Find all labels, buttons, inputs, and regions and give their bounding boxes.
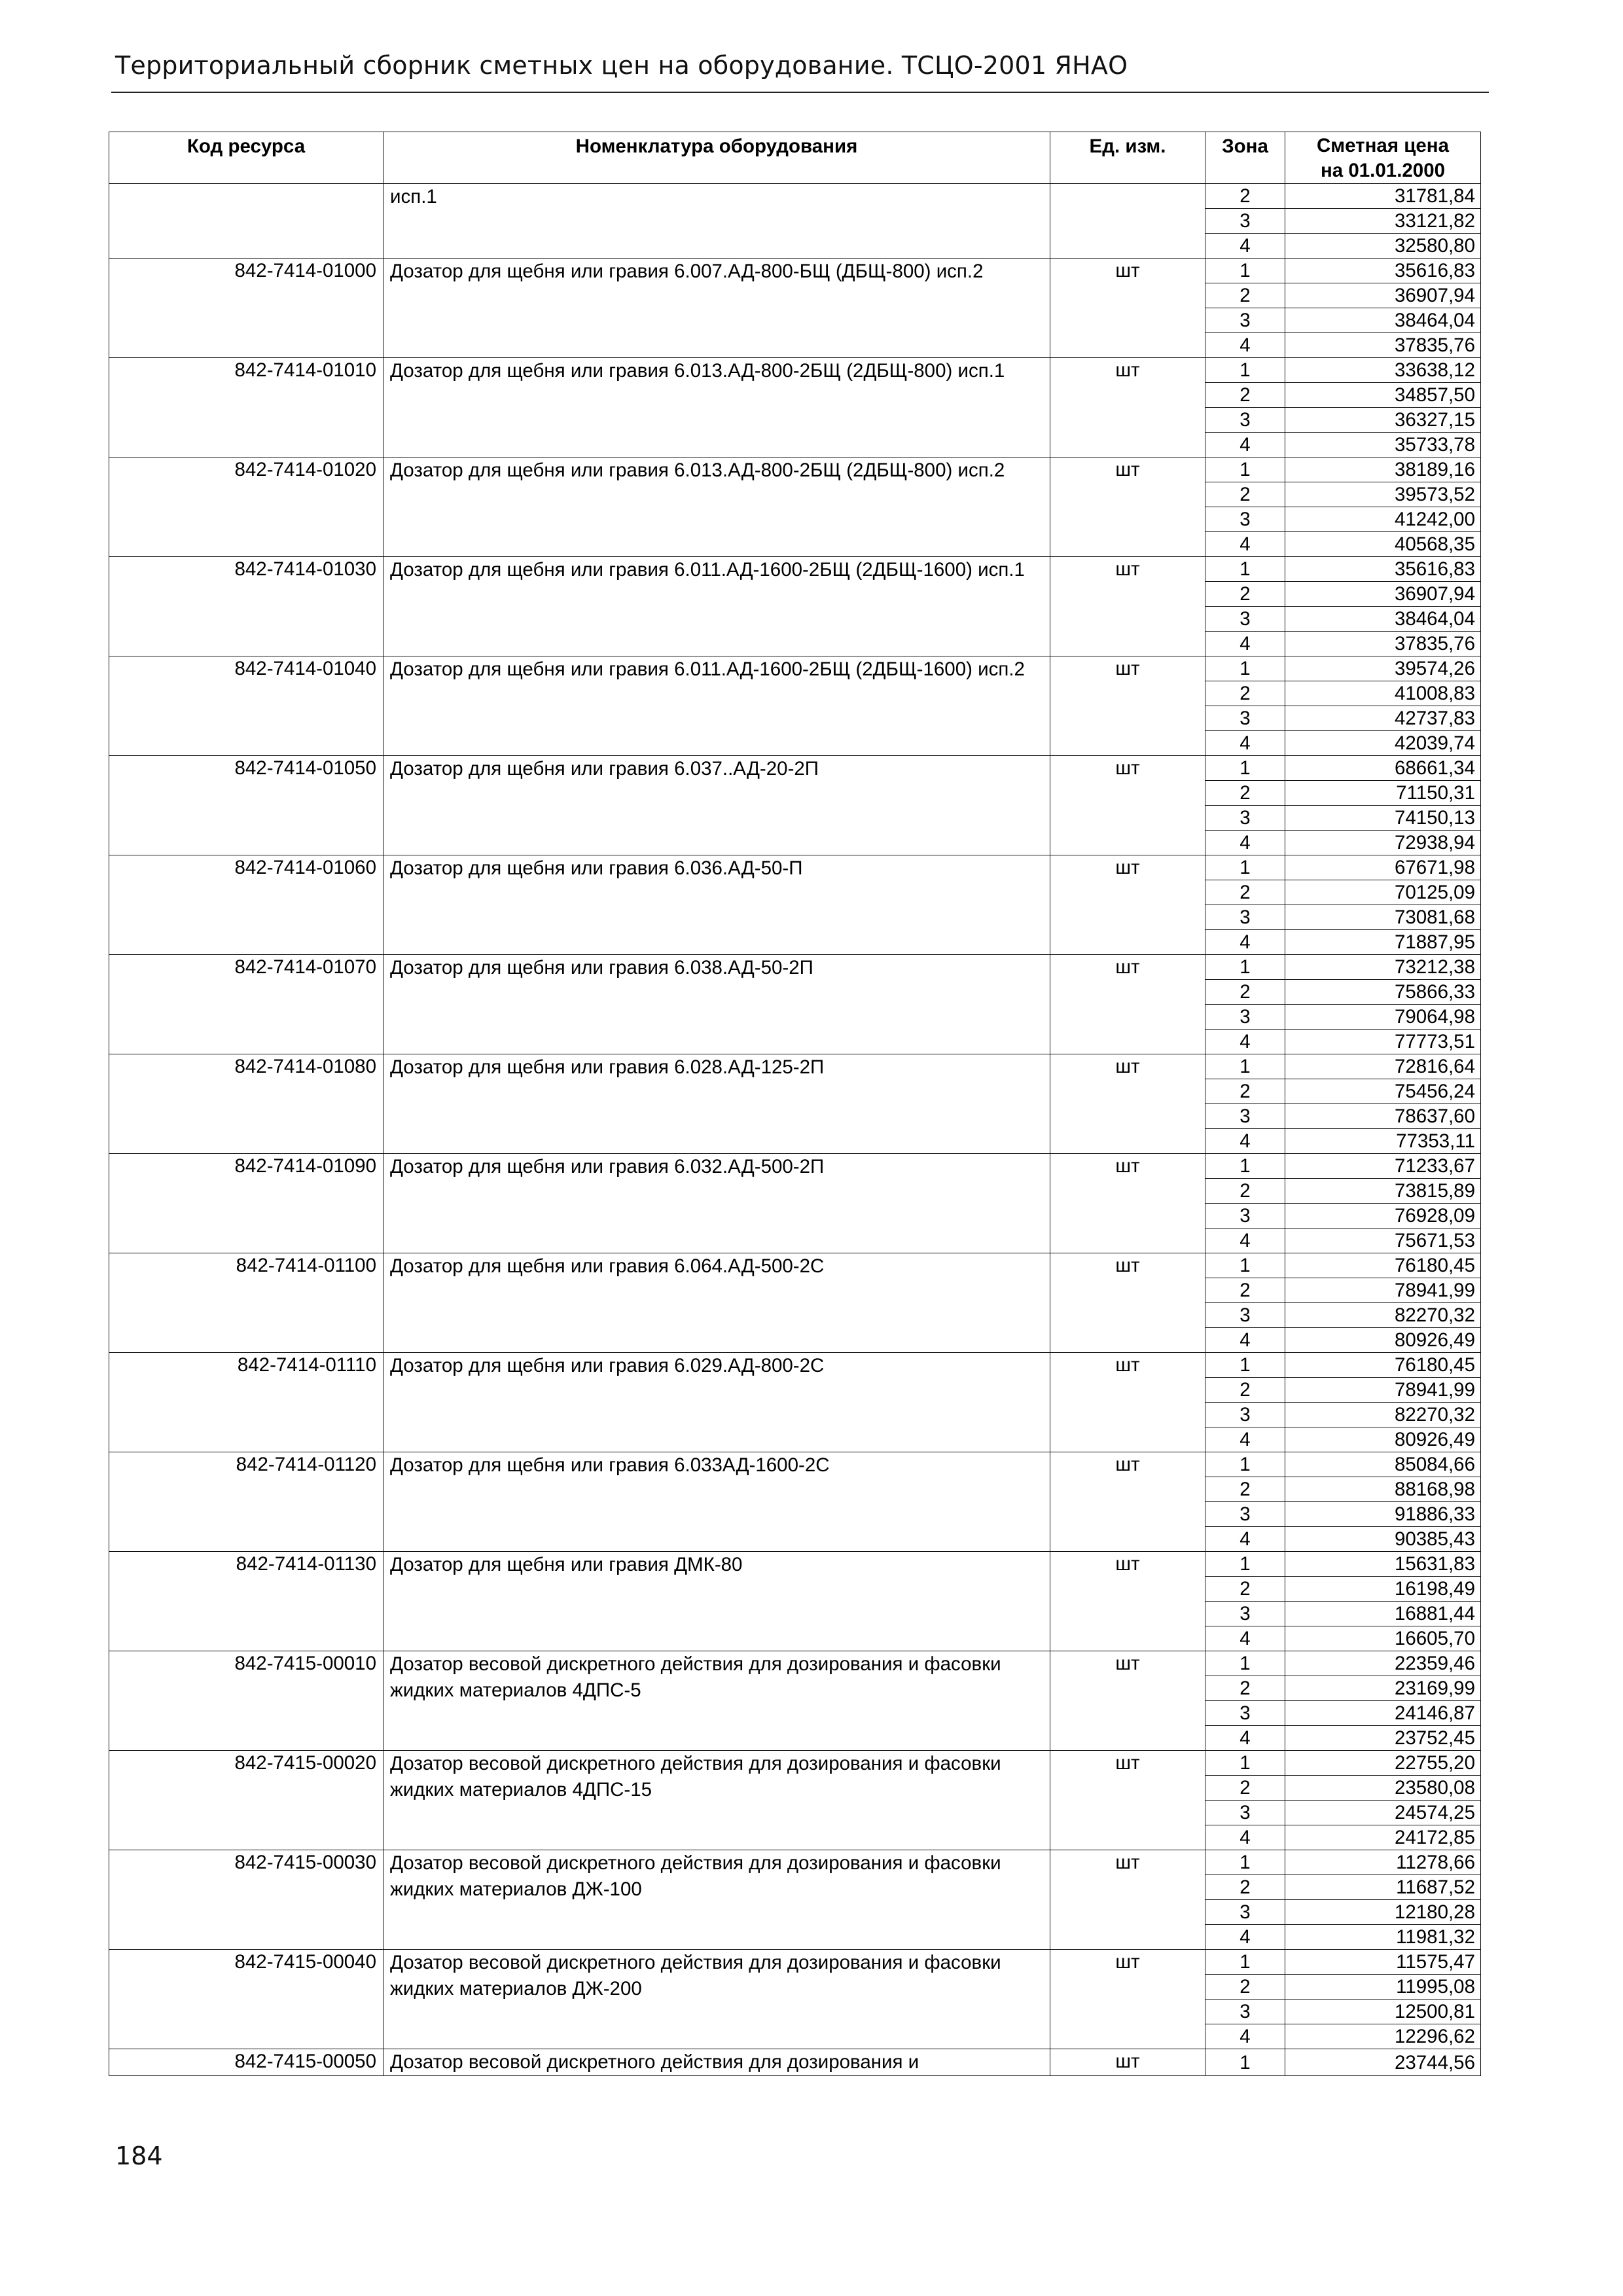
column-header-name: Номенклатура оборудования <box>383 132 1050 184</box>
price-cell: 78941,99 <box>1285 1278 1481 1303</box>
equipment-name-cell: Дозатор весовой дискретного действия для дозирования и фасовки жидких материалов 4ДПС-5 <box>383 1651 1050 1751</box>
zone-cell: 1 <box>1205 557 1285 582</box>
price-cell: 37835,76 <box>1285 632 1481 656</box>
zone-cell: 1 <box>1205 855 1285 880</box>
table-row <box>109 1850 1481 1875</box>
equipment-name-cell: Дозатор для щебня или гравия ДМК-80 <box>383 1552 1050 1651</box>
price-cell: 37835,76 <box>1285 333 1481 358</box>
price-cell: 32580,80 <box>1285 234 1481 259</box>
resource-code-cell: 842-7414-01040 <box>109 656 383 756</box>
equipment-name-cell: исп.1 <box>383 184 1050 259</box>
zone-cell: 1 <box>1205 1751 1285 1776</box>
table-row <box>109 1054 1481 1079</box>
unit-cell: шт <box>1050 955 1205 1054</box>
zone-cell: 2 <box>1205 1676 1285 1701</box>
zone-cell: 4 <box>1205 234 1285 259</box>
column-header-code: Код ресурса <box>109 132 383 184</box>
resource-code-cell: 842-7414-01030 <box>109 557 383 656</box>
zone-cell: 4 <box>1205 2024 1285 2049</box>
zone-cell: 4 <box>1205 1626 1285 1651</box>
zone-cell: 2 <box>1205 980 1285 1005</box>
zone-cell: 1 <box>1205 1552 1285 1577</box>
zone-cell: 3 <box>1205 2000 1285 2024</box>
column-header-price-line1: Сметная цена <box>1317 135 1449 156</box>
zone-cell: 2 <box>1205 184 1285 209</box>
price-cell: 78637,60 <box>1285 1104 1481 1129</box>
zone-cell: 1 <box>1205 1950 1285 1975</box>
resource-code-cell: 842-7414-01010 <box>109 358 383 457</box>
zone-cell: 4 <box>1205 1129 1285 1154</box>
table-body <box>109 184 1481 2076</box>
zone-cell: 1 <box>1205 1850 1285 1875</box>
resource-code-cell: 842-7415-00050 <box>109 2049 383 2076</box>
unit-cell <box>1050 184 1205 259</box>
zone-cell: 4 <box>1205 731 1285 756</box>
price-cell: 38464,04 <box>1285 607 1481 632</box>
equipment-name-cell: Дозатор для щебня или гравия 6.038.АД-50-2П <box>383 955 1050 1054</box>
resource-code-cell <box>109 184 383 259</box>
zone-cell: 3 <box>1205 806 1285 831</box>
zone-cell: 2 <box>1205 482 1285 507</box>
price-cell: 71150,31 <box>1285 781 1481 806</box>
unit-cell: шт <box>1050 1950 1205 2049</box>
equipment-name-cell: Дозатор для щебня или гравия 6.029.АД-800-2С <box>383 1353 1050 1452</box>
zone-cell: 3 <box>1205 1502 1285 1527</box>
price-cell: 33638,12 <box>1285 358 1481 383</box>
column-header-price-line2: на 01.01.2000 <box>1320 160 1446 181</box>
zone-cell: 3 <box>1205 1005 1285 1030</box>
price-cell: 39574,26 <box>1285 656 1481 681</box>
zone-cell: 2 <box>1205 1378 1285 1403</box>
table-row <box>109 1950 1481 1975</box>
zone-cell: 4 <box>1205 1427 1285 1452</box>
price-cell: 16605,70 <box>1285 1626 1481 1651</box>
zone-cell: 2 <box>1205 283 1285 308</box>
resource-code-cell: 842-7414-01130 <box>109 1552 383 1651</box>
price-cell: 40568,35 <box>1285 532 1481 557</box>
price-cell: 23580,08 <box>1285 1776 1481 1801</box>
price-cell: 22755,20 <box>1285 1751 1481 1776</box>
resource-code-cell: 842-7414-01060 <box>109 855 383 955</box>
zone-cell: 3 <box>1205 1602 1285 1626</box>
zone-cell: 2 <box>1205 582 1285 607</box>
equipment-name-cell: Дозатор для щебня или гравия 6.013.АД-800-2БЩ (2ДБЩ-800) исп.2 <box>383 457 1050 557</box>
zone-cell: 4 <box>1205 433 1285 457</box>
unit-cell: шт <box>1050 1552 1205 1651</box>
zone-cell: 4 <box>1205 1229 1285 1253</box>
unit-cell: шт <box>1050 1054 1205 1154</box>
zone-cell: 1 <box>1205 457 1285 482</box>
column-header-zone: Зона <box>1205 132 1285 184</box>
price-cell: 11278,66 <box>1285 1850 1481 1875</box>
price-cell: 72938,94 <box>1285 831 1481 855</box>
price-cell: 36907,94 <box>1285 283 1481 308</box>
zone-cell: 4 <box>1205 1527 1285 1552</box>
table-row <box>109 1651 1481 1676</box>
zone-cell: 2 <box>1205 1975 1285 2000</box>
table-row <box>109 756 1481 781</box>
equipment-name-cell: Дозатор для щебня или гравия 6.036.АД-50-П <box>383 855 1050 955</box>
price-cell: 23752,45 <box>1285 1726 1481 1751</box>
price-cell: 24146,87 <box>1285 1701 1481 1726</box>
zone-cell: 3 <box>1205 1204 1285 1229</box>
price-cell: 76180,45 <box>1285 1253 1481 1278</box>
price-cell: 82270,32 <box>1285 1303 1481 1328</box>
table-row <box>109 1253 1481 1278</box>
zone-cell: 2 <box>1205 1875 1285 1900</box>
zone-cell: 4 <box>1205 831 1285 855</box>
table-row <box>109 1751 1481 1776</box>
table-row <box>109 2049 1481 2076</box>
price-cell: 11981,32 <box>1285 1925 1481 1950</box>
price-cell: 11575,47 <box>1285 1950 1481 1975</box>
zone-cell: 2 <box>1205 880 1285 905</box>
header-rule <box>111 92 1489 93</box>
price-table <box>109 132 1481 2076</box>
unit-cell: шт <box>1050 656 1205 756</box>
equipment-name-cell: Дозатор для щебня или гравия 6.007.АД-800-БЩ (ДБЩ-800) исп.2 <box>383 259 1050 358</box>
price-cell: 24574,25 <box>1285 1801 1481 1825</box>
zone-cell: 4 <box>1205 1825 1285 1850</box>
resource-code-cell: 842-7415-00020 <box>109 1751 383 1850</box>
zone-cell: 1 <box>1205 358 1285 383</box>
price-cell: 85084,66 <box>1285 1452 1481 1477</box>
price-cell: 75456,24 <box>1285 1079 1481 1104</box>
table-row <box>109 557 1481 582</box>
table-row <box>109 1154 1481 1179</box>
equipment-name-cell: Дозатор для щебня или гравия 6.033АД-1600-2С <box>383 1452 1050 1552</box>
zone-cell: 3 <box>1205 308 1285 333</box>
table-row <box>109 457 1481 482</box>
zone-cell: 2 <box>1205 681 1285 706</box>
unit-cell: шт <box>1050 1253 1205 1353</box>
zone-cell: 4 <box>1205 1925 1285 1950</box>
price-table-wrap <box>109 132 1481 2076</box>
resource-code-cell: 842-7415-00040 <box>109 1950 383 2049</box>
equipment-name-cell: Дозатор для щебня или гравия 6.013.АД-800-2БЩ (2ДБЩ-800) исп.1 <box>383 358 1050 457</box>
zone-cell: 3 <box>1205 1403 1285 1427</box>
price-cell: 16198,49 <box>1285 1577 1481 1602</box>
price-cell: 35616,83 <box>1285 557 1481 582</box>
table-row <box>109 1552 1481 1577</box>
zone-cell: 1 <box>1205 259 1285 283</box>
equipment-name-cell: Дозатор для щебня или гравия 6.028.АД-125-2П <box>383 1054 1050 1154</box>
table-row <box>109 1452 1481 1477</box>
resource-code-cell: 842-7414-01120 <box>109 1452 383 1552</box>
price-cell: 77353,11 <box>1285 1129 1481 1154</box>
price-cell: 68661,34 <box>1285 756 1481 781</box>
equipment-name-cell: Дозатор для щебня или гравия 6.064.АД-500-2С <box>383 1253 1050 1353</box>
price-cell: 76180,45 <box>1285 1353 1481 1378</box>
price-cell: 11995,08 <box>1285 1975 1481 2000</box>
price-cell: 80926,49 <box>1285 1427 1481 1452</box>
price-cell: 23744,56 <box>1285 2049 1481 2076</box>
table-row <box>109 259 1481 283</box>
resource-code-cell: 842-7414-01110 <box>109 1353 383 1452</box>
zone-cell: 3 <box>1205 607 1285 632</box>
price-cell: 22359,46 <box>1285 1651 1481 1676</box>
unit-cell: шт <box>1050 1154 1205 1253</box>
unit-cell: шт <box>1050 1751 1205 1850</box>
unit-cell: шт <box>1050 855 1205 955</box>
page-number: 184 <box>115 2142 163 2170</box>
resource-code-cell: 842-7414-01070 <box>109 955 383 1054</box>
price-cell: 79064,98 <box>1285 1005 1481 1030</box>
price-cell: 71233,67 <box>1285 1154 1481 1179</box>
zone-cell: 2 <box>1205 383 1285 408</box>
table-row <box>109 855 1481 880</box>
price-cell: 15631,83 <box>1285 1552 1481 1577</box>
price-cell: 82270,32 <box>1285 1403 1481 1427</box>
unit-cell: шт <box>1050 1353 1205 1452</box>
zone-cell: 2 <box>1205 1776 1285 1801</box>
column-header-unit: Ед. изм. <box>1050 132 1205 184</box>
price-cell: 72816,64 <box>1285 1054 1481 1079</box>
price-cell: 36907,94 <box>1285 582 1481 607</box>
price-cell: 90385,43 <box>1285 1527 1481 1552</box>
price-cell: 88168,98 <box>1285 1477 1481 1502</box>
price-cell: 35616,83 <box>1285 259 1481 283</box>
zone-cell: 2 <box>1205 1079 1285 1104</box>
zone-cell: 3 <box>1205 1801 1285 1825</box>
zone-cell: 4 <box>1205 632 1285 656</box>
price-cell: 73212,38 <box>1285 955 1481 980</box>
equipment-name-cell: Дозатор для щебня или гравия 6.037..АД-20-2П <box>383 756 1050 855</box>
table-header-row <box>109 132 1481 184</box>
equipment-name-cell: Дозатор весовой дискретного действия для дозирования и фасовки жидких материалов ДЖ-100 <box>383 1850 1050 1950</box>
unit-cell: шт <box>1050 358 1205 457</box>
equipment-name-cell: Дозатор весовой дискретного действия для дозирования и фасовки жидких материалов ДЖ-200 <box>383 1950 1050 2049</box>
table-row <box>109 955 1481 980</box>
price-cell: 70125,09 <box>1285 880 1481 905</box>
unit-cell: шт <box>1050 1452 1205 1552</box>
price-cell: 38189,16 <box>1285 457 1481 482</box>
price-cell: 77773,51 <box>1285 1030 1481 1054</box>
price-cell: 78941,99 <box>1285 1378 1481 1403</box>
unit-cell: шт <box>1050 259 1205 358</box>
price-cell: 67671,98 <box>1285 855 1481 880</box>
price-cell: 33121,82 <box>1285 209 1481 234</box>
zone-cell: 4 <box>1205 1030 1285 1054</box>
resource-code-cell: 842-7415-00010 <box>109 1651 383 1751</box>
zone-cell: 2 <box>1205 1477 1285 1502</box>
resource-code-cell: 842-7415-00030 <box>109 1850 383 1950</box>
unit-cell: шт <box>1050 756 1205 855</box>
table-row <box>109 358 1481 383</box>
zone-cell: 3 <box>1205 905 1285 930</box>
zone-cell: 3 <box>1205 706 1285 731</box>
zone-cell: 3 <box>1205 408 1285 433</box>
table-row <box>109 656 1481 681</box>
resource-code-cell: 842-7414-01080 <box>109 1054 383 1154</box>
price-cell: 12296,62 <box>1285 2024 1481 2049</box>
zone-cell: 2 <box>1205 1179 1285 1204</box>
price-cell: 12500,81 <box>1285 2000 1481 2024</box>
price-cell: 38464,04 <box>1285 308 1481 333</box>
equipment-name-cell: Дозатор для щебня или гравия 6.032.АД-500-2П <box>383 1154 1050 1253</box>
price-cell: 35733,78 <box>1285 433 1481 457</box>
price-cell: 16881,44 <box>1285 1602 1481 1626</box>
price-cell: 41242,00 <box>1285 507 1481 532</box>
price-cell: 73081,68 <box>1285 905 1481 930</box>
unit-cell: шт <box>1050 457 1205 557</box>
unit-cell: шт <box>1050 2049 1205 2076</box>
price-cell: 36327,15 <box>1285 408 1481 433</box>
zone-cell: 1 <box>1205 1154 1285 1179</box>
price-cell: 34857,50 <box>1285 383 1481 408</box>
zone-cell: 3 <box>1205 1104 1285 1129</box>
zone-cell: 1 <box>1205 1452 1285 1477</box>
zone-cell: 1 <box>1205 1651 1285 1676</box>
zone-cell: 4 <box>1205 333 1285 358</box>
price-cell: 41008,83 <box>1285 681 1481 706</box>
price-cell: 11687,52 <box>1285 1875 1481 1900</box>
zone-cell: 4 <box>1205 1328 1285 1353</box>
equipment-name-cell: Дозатор весовой дискретного действия для дозирования и <box>383 2049 1050 2076</box>
unit-cell: шт <box>1050 557 1205 656</box>
zone-cell: 2 <box>1205 1577 1285 1602</box>
price-cell: 42737,83 <box>1285 706 1481 731</box>
column-header-price <box>1285 132 1481 184</box>
zone-cell: 4 <box>1205 532 1285 557</box>
resource-code-cell: 842-7414-01100 <box>109 1253 383 1353</box>
price-cell: 31781,84 <box>1285 184 1481 209</box>
price-cell: 39573,52 <box>1285 482 1481 507</box>
price-cell: 75866,33 <box>1285 980 1481 1005</box>
price-cell: 75671,53 <box>1285 1229 1481 1253</box>
price-cell: 23169,99 <box>1285 1676 1481 1701</box>
table-row <box>109 184 1481 209</box>
page-header-title: Территориальный сборник сметных цен на оборудование. ТСЦО-2001 ЯНАО <box>115 51 1128 80</box>
resource-code-cell: 842-7414-01020 <box>109 457 383 557</box>
resource-code-cell: 842-7414-01050 <box>109 756 383 855</box>
zone-cell: 2 <box>1205 781 1285 806</box>
price-cell: 12180,28 <box>1285 1900 1481 1925</box>
zone-cell: 1 <box>1205 756 1285 781</box>
price-cell: 42039,74 <box>1285 731 1481 756</box>
zone-cell: 4 <box>1205 1726 1285 1751</box>
zone-cell: 1 <box>1205 2049 1285 2076</box>
price-cell: 91886,33 <box>1285 1502 1481 1527</box>
price-cell: 73815,89 <box>1285 1179 1481 1204</box>
zone-cell: 1 <box>1205 1054 1285 1079</box>
table-row <box>109 1353 1481 1378</box>
unit-cell: шт <box>1050 1651 1205 1751</box>
zone-cell: 4 <box>1205 930 1285 955</box>
price-cell: 80926,49 <box>1285 1328 1481 1353</box>
zone-cell: 1 <box>1205 1253 1285 1278</box>
resource-code-cell: 842-7414-01090 <box>109 1154 383 1253</box>
equipment-name-cell: Дозатор для щебня или гравия 6.011.АД-1600-2БЩ (2ДБЩ-1600) исп.2 <box>383 656 1050 756</box>
unit-cell: шт <box>1050 1850 1205 1950</box>
price-cell: 71887,95 <box>1285 930 1481 955</box>
zone-cell: 1 <box>1205 656 1285 681</box>
zone-cell: 3 <box>1205 209 1285 234</box>
zone-cell: 1 <box>1205 1353 1285 1378</box>
zone-cell: 3 <box>1205 1900 1285 1925</box>
equipment-name-cell: Дозатор весовой дискретного действия для дозирования и фасовки жидких материалов 4ДПС-15 <box>383 1751 1050 1850</box>
zone-cell: 3 <box>1205 1303 1285 1328</box>
zone-cell: 3 <box>1205 507 1285 532</box>
price-cell: 24172,85 <box>1285 1825 1481 1850</box>
equipment-name-cell: Дозатор для щебня или гравия 6.011.АД-1600-2БЩ (2ДБЩ-1600) исп.1 <box>383 557 1050 656</box>
zone-cell: 2 <box>1205 1278 1285 1303</box>
price-cell: 76928,09 <box>1285 1204 1481 1229</box>
price-cell: 74150,13 <box>1285 806 1481 831</box>
zone-cell: 3 <box>1205 1701 1285 1726</box>
zone-cell: 1 <box>1205 955 1285 980</box>
resource-code-cell: 842-7414-01000 <box>109 259 383 358</box>
